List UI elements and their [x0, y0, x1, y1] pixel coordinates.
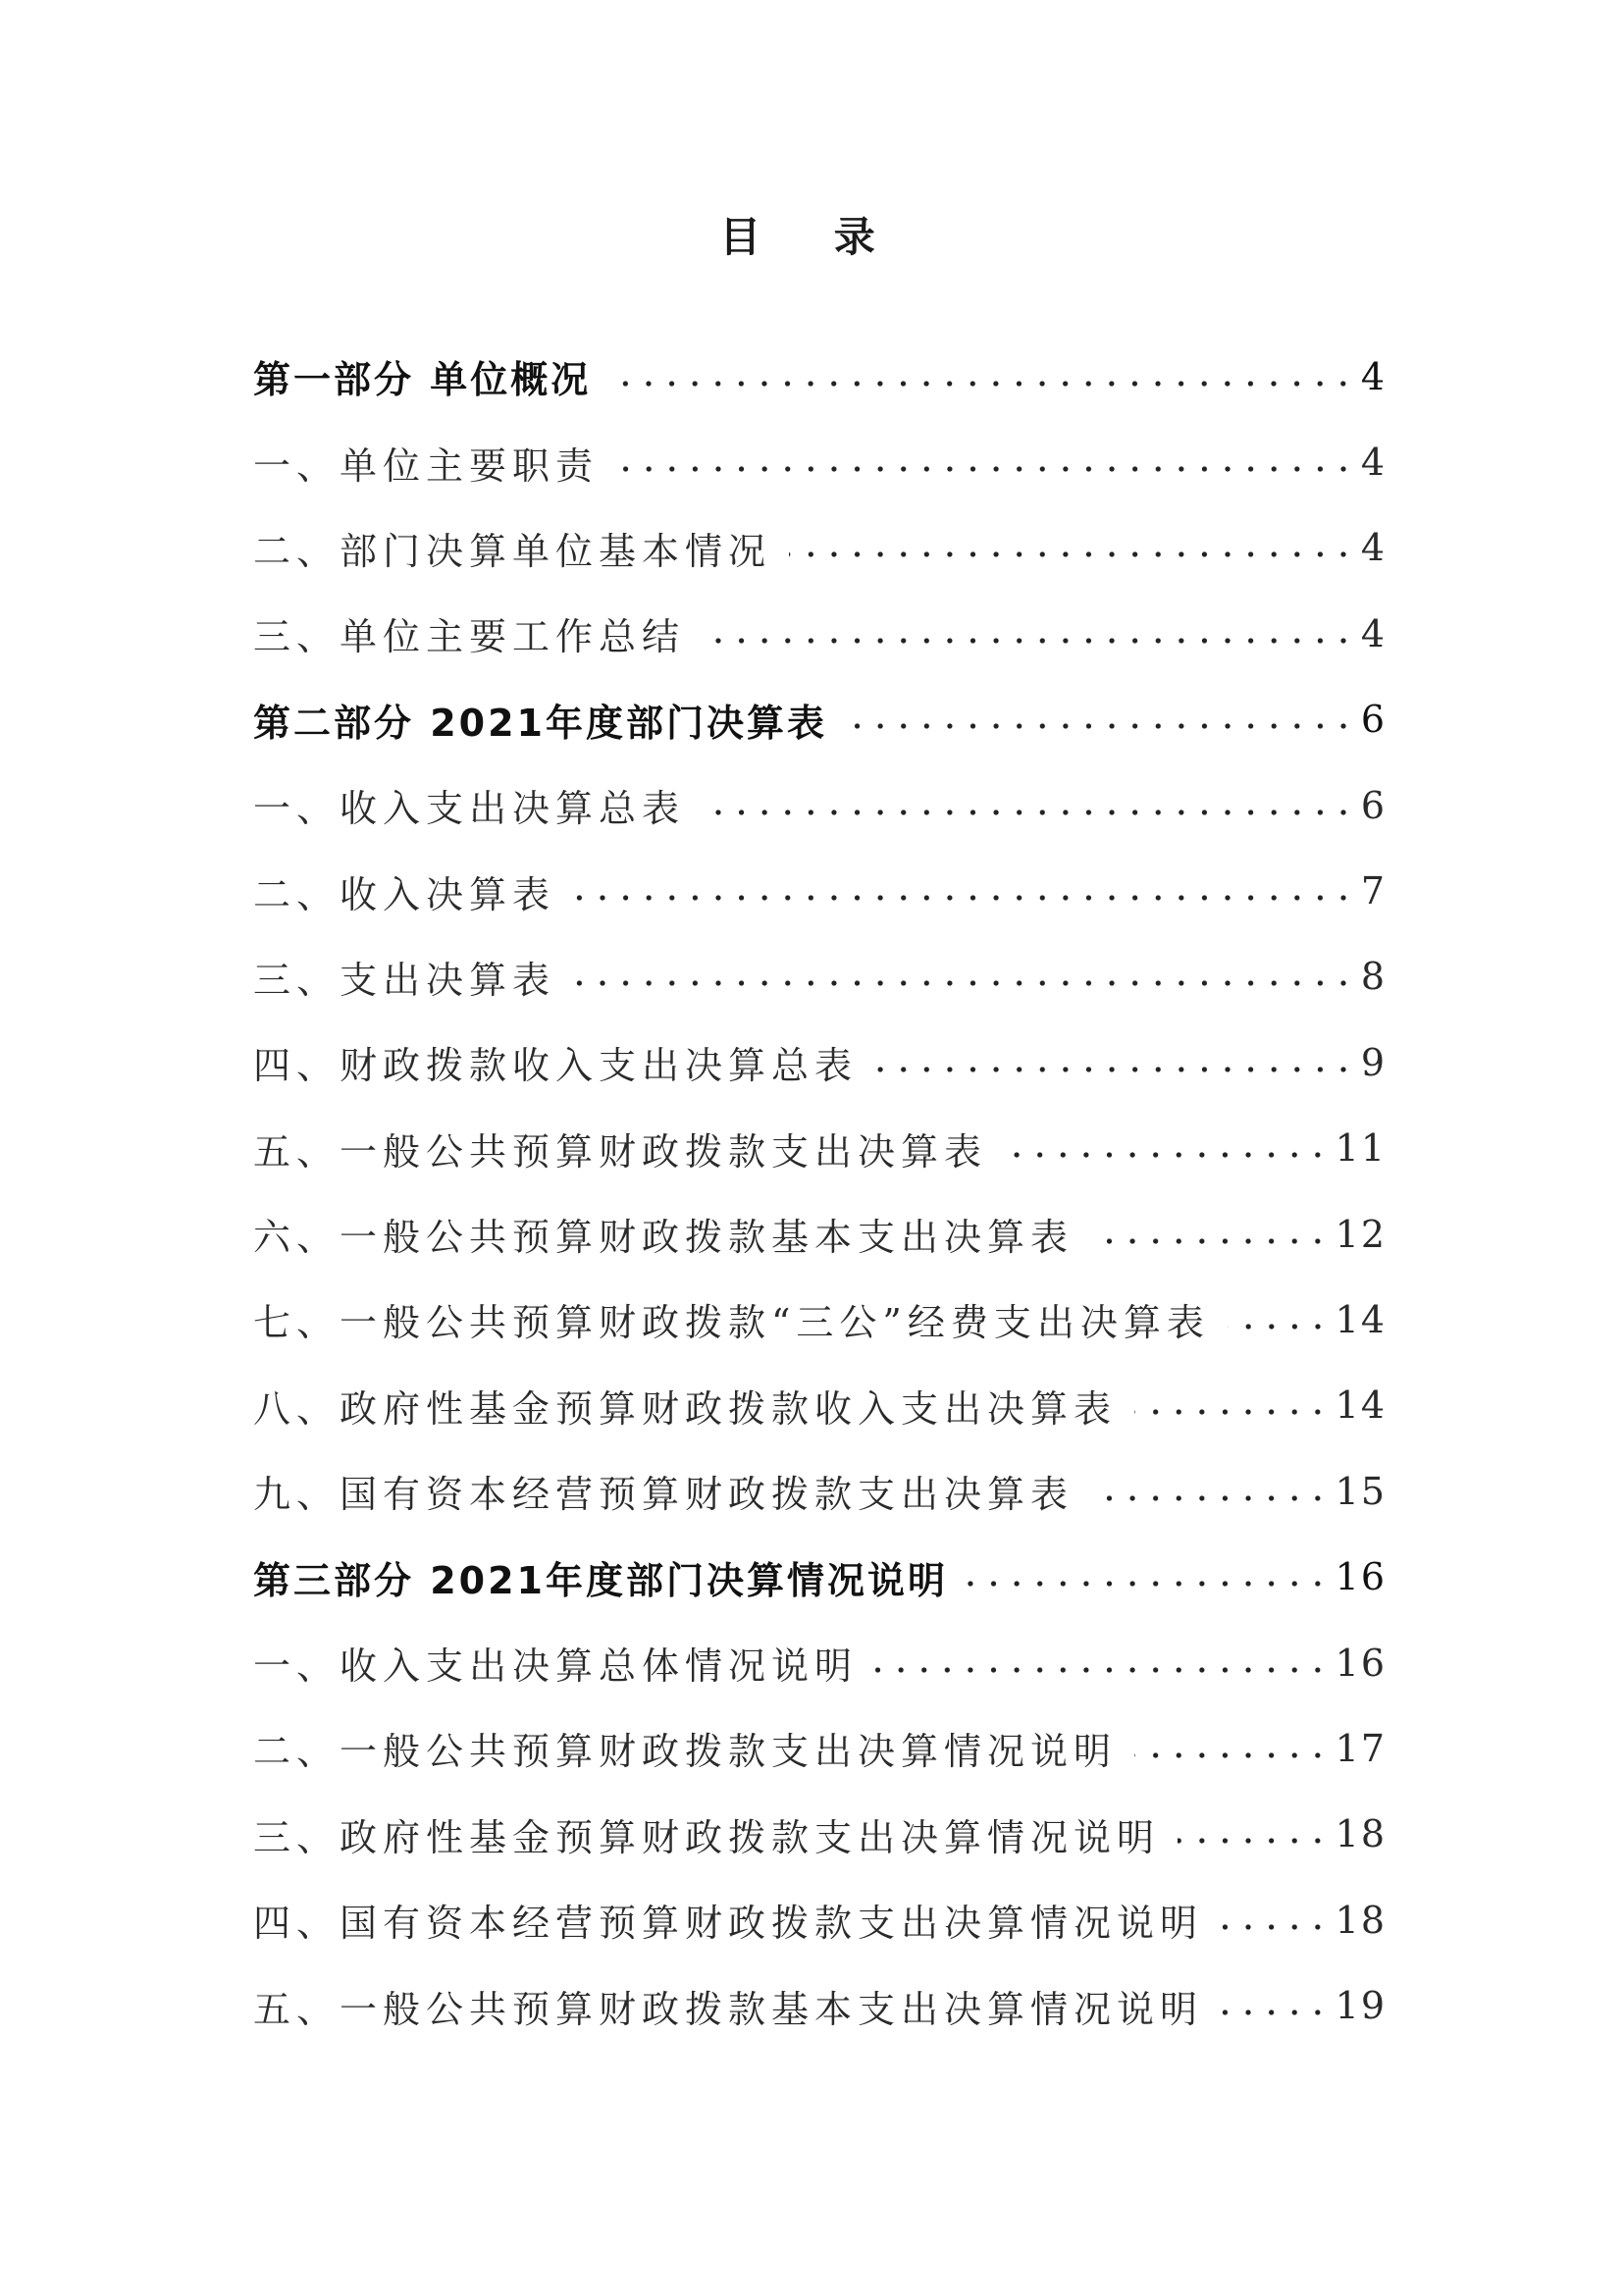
toc-entry-page-number: 4: [1360, 354, 1387, 398]
toc-entry[interactable]: [253, 1792, 1387, 1877]
toc-entry[interactable]: [253, 1363, 1387, 1448]
toc-entry[interactable]: [253, 1705, 1387, 1791]
toc-leader-dots: [845, 706, 1355, 746]
toc-entry-label: 四、国有资本经营预算财政拨款支出决算情况说明: [253, 1902, 1204, 1946]
toc-entry-label: 五、一般公共预算财政拨款基本支出决算情况说明: [253, 1987, 1204, 2031]
toc-entry[interactable]: [253, 1448, 1387, 1534]
toc-entry[interactable]: [253, 1877, 1387, 1962]
toc-entry-label: 一、收入支出决算总体情况说明: [253, 1644, 859, 1689]
toc-leader-dots: [789, 535, 1355, 574]
toc-entry-page-number: 18: [1335, 1898, 1387, 1942]
toc-entry[interactable]: [253, 1019, 1387, 1105]
toc-entry[interactable]: [253, 1191, 1387, 1277]
toc-entry-label: 七、一般公共预算财政拨款“三公”经费支出决算表: [253, 1301, 1210, 1345]
toc-entry-label: 第三部分 2021年度部门决算情况说明: [253, 1558, 948, 1602]
toc-entry-label: 二、一般公共预算财政拨款支出决算情况说明: [253, 1730, 1118, 1774]
toc-entry-page-number: 15: [1335, 1469, 1387, 1513]
toc-entry-label: 第二部分 2021年度部门决算表: [253, 701, 827, 745]
toc-entry[interactable]: [253, 505, 1387, 591]
toc-entry[interactable]: [253, 762, 1387, 848]
toc-leader-dots: [573, 878, 1355, 917]
toc-leader-dots: [608, 364, 1355, 403]
toc-entry-page-number: 19: [1335, 1984, 1387, 2028]
toc-entry-page-number: 8: [1360, 955, 1387, 999]
toc-entry-page-number: 9: [1360, 1040, 1387, 1084]
toc-entry[interactable]: [253, 591, 1387, 676]
toc-leader-dots: [1134, 1392, 1330, 1432]
toc-entry-page-number: 4: [1360, 526, 1387, 570]
toc-leader-dots: [1221, 1907, 1330, 1947]
toc-entry-page-number: 18: [1335, 1812, 1387, 1856]
toc-entry-page-number: 17: [1335, 1726, 1387, 1770]
toc-leader-dots: [875, 1050, 1355, 1089]
toc-entry[interactable]: [253, 1106, 1387, 1191]
toc-entry-label: 六、一般公共预算财政拨款基本支出决算表: [253, 1216, 1074, 1260]
toc-entry[interactable]: [253, 1277, 1387, 1362]
toc-entry-page-number: 6: [1360, 783, 1387, 827]
toc-entry[interactable]: [253, 1962, 1387, 2048]
toc-leader-dots: [1091, 1222, 1330, 1261]
table-of-contents: [253, 334, 1387, 2049]
toc-leader-dots: [573, 964, 1355, 1003]
toc-entry-label: 第一部分 单位概况: [253, 358, 592, 402]
toc-entry-page-number: 4: [1360, 611, 1387, 655]
toc-entry-page-number: 14: [1335, 1383, 1387, 1428]
toc-entry-label: 九、国有资本经营预算财政拨款支出决算表: [253, 1473, 1074, 1517]
toc-entry-label: 四、财政拨款收入支出决算总表: [253, 1044, 859, 1088]
toc-entry-label: 三、政府性基金预算财政拨款支出决算情况说明: [253, 1815, 1161, 1859]
toc-entry[interactable]: [253, 419, 1387, 504]
toc-entry-page-number: 6: [1360, 698, 1387, 742]
toc-leader-dots: [616, 449, 1355, 489]
toc-leader-dots: [1178, 1821, 1330, 1860]
toc-entry-label: 二、收入决算表: [253, 872, 556, 916]
toc-entry-page-number: 16: [1335, 1555, 1387, 1599]
toc-entry-label: 八、政府性基金预算财政拨款收入支出决算表: [253, 1386, 1118, 1431]
toc-entry-label: 五、一般公共预算财政拨款支出决算表: [253, 1129, 988, 1174]
toc-entry-label: 三、支出决算表: [253, 958, 556, 1002]
toc-section-entry[interactable]: [253, 677, 1387, 762]
toc-entry-label: 一、收入支出决算总表: [253, 787, 686, 831]
toc-entry-page-number: 14: [1335, 1297, 1387, 1341]
toc-leader-dots: [703, 621, 1355, 660]
toc-entry[interactable]: [253, 848, 1387, 933]
toc-leader-dots: [1005, 1135, 1330, 1174]
toc-leader-dots: [1134, 1736, 1330, 1775]
toc-leader-dots: [1228, 1307, 1330, 1346]
toc-entry-page-number: 7: [1360, 869, 1387, 913]
toc-leader-dots: [1221, 1993, 1330, 2032]
toc-entry[interactable]: [253, 1620, 1387, 1705]
toc-section-entry[interactable]: [253, 1534, 1387, 1619]
toc-entry-page-number: 16: [1335, 1641, 1387, 1685]
toc-leader-dots: [703, 793, 1355, 832]
toc-entry[interactable]: [253, 934, 1387, 1019]
page-title: 目 录: [719, 213, 905, 261]
toc-leader-dots: [966, 1564, 1330, 1603]
toc-entry-page-number: 4: [1360, 441, 1387, 485]
toc-section-entry[interactable]: [253, 334, 1387, 419]
toc-entry-label: 二、部门决算单位基本情况: [253, 529, 772, 573]
toc-leader-dots: [875, 1650, 1330, 1690]
toc-leader-dots: [1091, 1479, 1330, 1518]
toc-entry-label: 三、单位主要工作总结: [253, 615, 686, 659]
toc-entry-page-number: 11: [1335, 1126, 1387, 1171]
toc-entry-page-number: 12: [1335, 1212, 1387, 1256]
toc-entry-label: 一、单位主要职责: [253, 444, 600, 488]
